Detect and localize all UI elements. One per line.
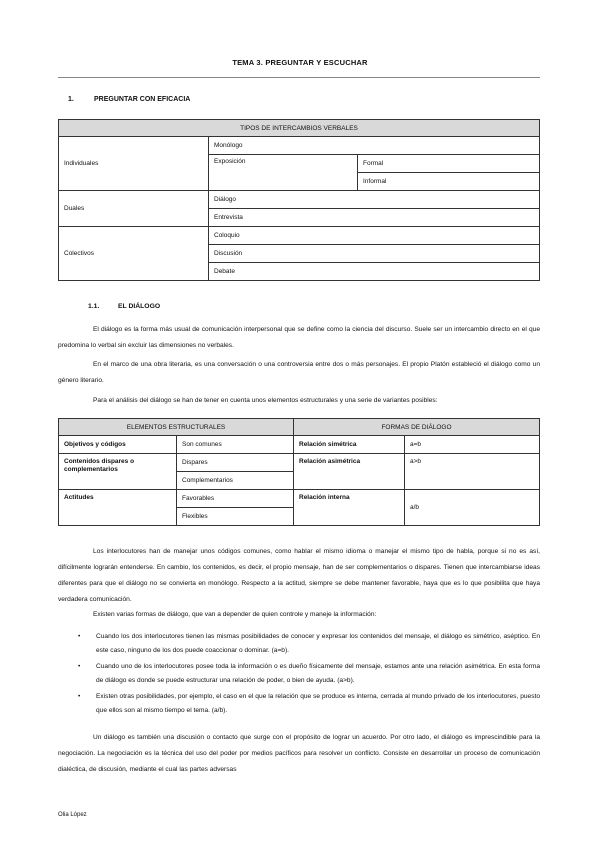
paragraph-3 — [58, 393, 540, 409]
table-cell: Relación asimétrica — [294, 454, 405, 490]
list-item — [78, 660, 540, 688]
table-cell: Son comunes — [177, 436, 294, 454]
table-cell: Individuales — [59, 137, 209, 191]
paragraph-6 — [58, 730, 540, 778]
list-item-text: Cuando los dos interlocutores tienen las mismas posibilidades de conocer y expresar los contenidos del mensaje, el diálogo es simétrico, aséptico. En este caso, ninguno de los dos puede coaccionar o dominar. (a=b). — [96, 633, 540, 654]
table-cell: Duales — [59, 191, 209, 227]
paragraph-5 — [58, 607, 540, 623]
table-cell: a=b — [405, 436, 540, 454]
table-cell: Flexibles — [177, 508, 294, 526]
list-item — [78, 690, 540, 718]
header-divider — [58, 77, 540, 78]
footer-author: Olia López — [58, 812, 87, 818]
paragraph-text: Para el análisis del diálogo se han de tener en cuenta unos elementos estructurales y una serie de variantes posibles: — [93, 397, 438, 404]
table-cell: a>b — [405, 454, 540, 490]
section-number: 1. — [68, 96, 74, 103]
paragraph-text: Los interlocutores han de manejar unos códigos comunes, como hablar el mismo idioma o manejar el mismo tipo de habla, porque si no es así, difícilmente lograrán entenderse. En cambio, los contenidos, es decir, el propio mensaje, han de ser complementarios o dispares. Tienen que intercambiarse ideas diferentes para que el diálogo no se convierta en monólogo. Respecto a la actitud, siempre se debe mantener favorable, haya que es lo que posibilita que haya verdadera comunicación. — [58, 548, 540, 603]
section-heading-1 — [68, 96, 190, 103]
paragraph-text: Existen varias formas de diálogo, que van a depender de quien controle y maneje la información: — [93, 611, 377, 618]
list-item-text: Existen otras posibilidades, por ejemplo, el caso en el que la relación que se produce es interna, cerrada al mundo privado de los interlocutores, puesto que ellos son al mismo tiempo el tema. (a/b). — [96, 693, 540, 714]
table-cell: Debate — [209, 263, 540, 281]
page-title: TEMA 3. PREGUNTAR Y ESCUCHAR — [232, 58, 368, 67]
paragraph-text: El diálogo es la forma más usual de comunicación interpersonal que se define como la ciencia del discurso. Suele ser un intercambio directo en el que predomina lo verbal sin excluir las dimensiones no verbales. — [58, 326, 540, 349]
table-cell: Colectivos — [59, 227, 209, 281]
table-cell: Diálogo — [209, 191, 540, 209]
forms-list — [78, 630, 540, 720]
bullet-icon: • — [78, 633, 81, 640]
table-cell: Relación interna — [294, 490, 405, 526]
table-cell: a/b — [405, 490, 540, 526]
table-cell: Entrevista — [209, 209, 540, 227]
dialogue-elements-table — [58, 418, 540, 526]
table-cell: Coloquio — [209, 227, 540, 245]
table-cell: Monólogo — [209, 137, 540, 155]
table-cell: Objetivos y códigos — [59, 436, 177, 454]
table-cell: Discusión — [209, 245, 540, 263]
list-item — [78, 630, 540, 658]
section-number: 1.1. — [88, 303, 100, 310]
section-label: PREGUNTAR CON EFICACIA — [94, 96, 191, 103]
bullet-icon: • — [78, 693, 81, 700]
table-header: FORMAS DE DIÁLOGO — [294, 419, 540, 436]
table-header: ELEMENTOS ESTRUCTURALES — [59, 419, 294, 436]
table-cell: Relación simétrica — [294, 436, 405, 454]
table-cell: Formal — [358, 155, 540, 173]
table-cell: Informal — [358, 173, 540, 191]
paragraph-4 — [58, 544, 540, 608]
section-heading-1-1 — [88, 303, 160, 310]
paragraph-text: Un diálogo es también una discusión o contacto que surge con el propósito de lograr un acuerdo. Por otro lado, el diálogo es imprescindible para la negociación. La negociación es la técnica del uso del poder por medios pacíficos para resolver un conflicto. Consiste en desarrollar un proceso de comunicación dialéctica, de discusión, mediante el cual las partes adversas — [58, 734, 540, 773]
bullet-icon: • — [78, 663, 81, 670]
paragraph-1 — [58, 322, 540, 354]
table-cell: Exposición — [209, 155, 358, 191]
exchange-types-table — [58, 119, 540, 281]
table-cell: Actitudes — [59, 490, 177, 526]
table-cell: Complementarios — [177, 472, 294, 490]
table-cell: Contenidos dispares o complementarios — [59, 454, 177, 490]
list-item-text: Cuando uno de los interlocutores posee toda la información o es dueño físicamente del mensaje, estamos ante una relación asimétrica. En esta forma de diálogo es donde se puede estructurar una relación de poder, o bien de ayuda. (a>b). — [96, 663, 540, 684]
table-cell: Favorables — [177, 490, 294, 508]
paragraph-text: En el marco de una obra literaria, es una conversación o una controversia entre dos o más personajes. El propio Platón estableció el diálogo como un género literario. — [58, 361, 540, 384]
table-header: TIPOS DE INTERCAMBIOS VERBALES — [59, 120, 540, 137]
paragraph-2 — [58, 357, 540, 389]
section-label: EL DIÁLOGO — [118, 303, 161, 310]
table-cell: Dispares — [177, 454, 294, 472]
